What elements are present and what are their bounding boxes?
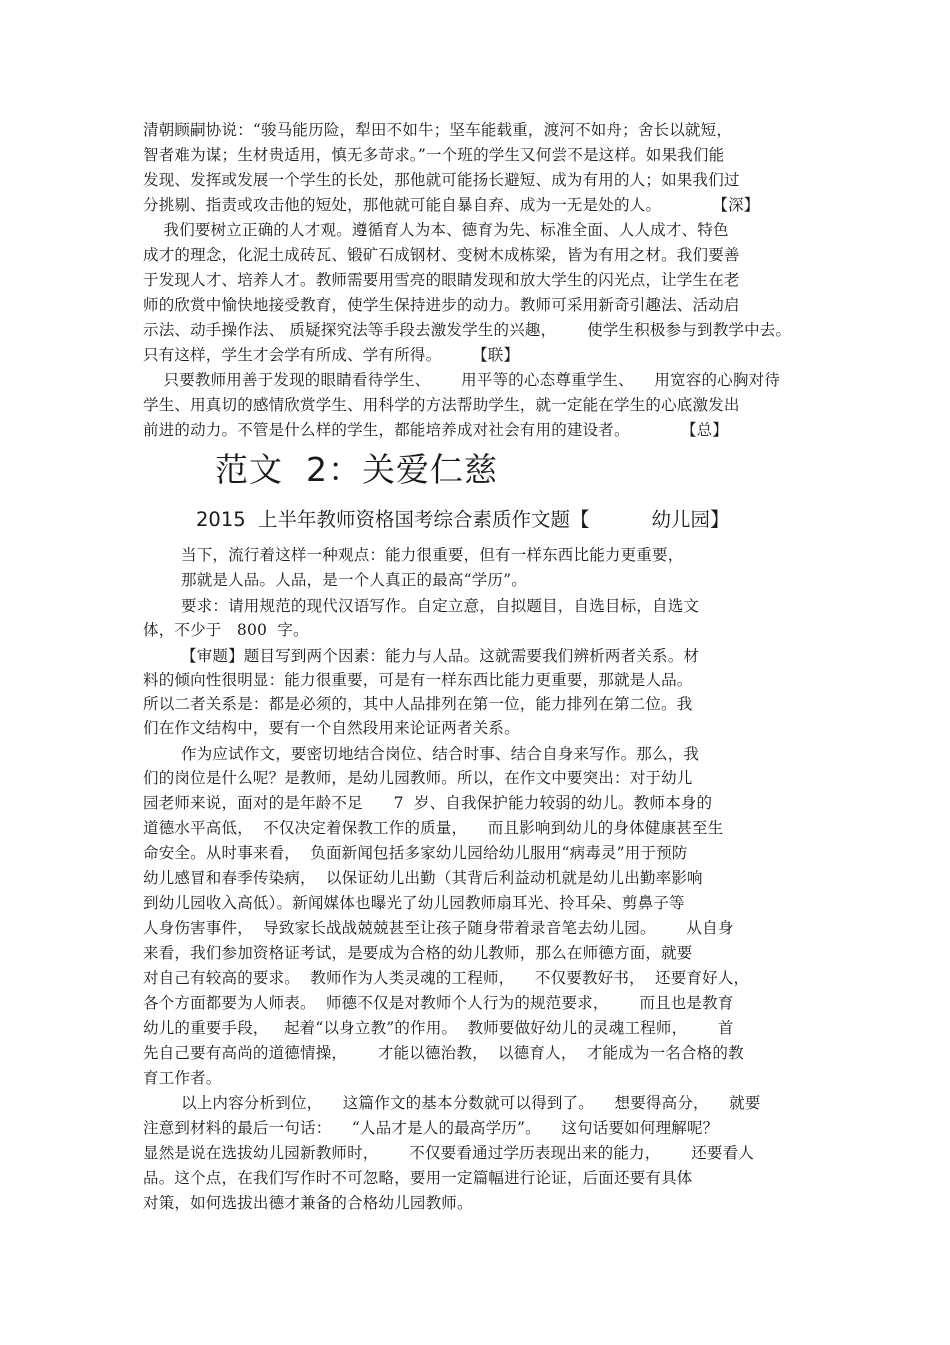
paragraph-line: 那就是人品。人品，是一个人真正的最高“学历”。: [181, 571, 527, 589]
paragraph-line: 发现、发挥或发展一个学生的长处，那他就可能扬长避短、成为有用的人；如果我们过: [143, 171, 740, 189]
paragraph-line: 们的岗位是什么呢？是教师，是幼儿园教师。所以，在作文中要突出：对于幼儿: [143, 769, 693, 787]
paragraph-line: 以上内容分析到位， 这篇作文的基本分数就可以得到了。 想要得高分， 就要: [181, 1094, 761, 1112]
paragraph-line: 命安全。从时事来看， 负面新闻包括多家幼儿园给幼儿服用“病毒灵”用于预防: [143, 844, 688, 862]
paragraph-line: 学生、用真切的感情欣赏学生、用科学的方法帮助学生，就一定能在学生的心底激发出: [143, 396, 740, 414]
paragraph-line: 智者难为谋；生材贵适用，慎无多苛求。”一个班的学生又何尝不是这样。如果我们能: [143, 146, 725, 164]
paragraph-line: 到幼儿园收入高低）。新闻媒体也曝光了幼儿园教师扇耳光、拎耳朵、剪鼻子等: [143, 894, 685, 912]
paragraph-line: 分挑剔、指责或攻击他的短处，那他就可能自暴自弃、成为一无是处的人。 【深】: [143, 196, 760, 214]
paragraph-line: 们在作文结构中，要有一个自然段用来论证两者关系。: [143, 719, 520, 737]
paragraph-line: 显然是说在选拔幼儿园新教师时， 不仅要看通过学历表现出来的能力， 还要看人: [143, 1144, 755, 1162]
paragraph-line: 品。这个点，在我们写作时不可忽略，要用一定篇幅进行论证，后面还要有具体: [143, 1169, 693, 1187]
paragraph-line: 示法、动手操作法、 质疑探究法等手段去激发学生的兴趣， 使学生积极参与到教学中去。: [143, 321, 792, 339]
paragraph-line: 只有这样，学生才会学有所成、学有所得。 【联】: [143, 346, 520, 364]
paragraph-line: 人身伤害事件， 导致家长战战兢兢甚至让孩子随身带着录音笔去幼儿园。 从自身: [143, 919, 734, 937]
paragraph-line: 幼儿感冒和春季传染病， 以保证幼儿出勤（其背后利益动机就是幼儿出勤率影响: [143, 869, 703, 887]
paragraph-line: 注意到材料的最后一句话： “人品才是人的最高学历”。 这句话要如何理解呢？: [143, 1119, 719, 1137]
paragraph-line: 道德水平高低， 不仅决定着保教工作的质量， 而且影响到幼儿的身体健康甚至生: [143, 819, 724, 837]
paragraph-line: 当下，流行着这样一种观点：能力很重要，但有一样东西比能力更重要，: [181, 546, 684, 564]
paragraph-line: 幼儿的重要手段， 起着“以身立教”的作用。 教师要做好幼儿的灵魂工程师， 首: [143, 1019, 734, 1037]
section-subtitle: 2015 上半年教师资格国考综合素质作文题【 幼儿园】: [196, 508, 730, 531]
section-title: 范文 2：关爱仁慈: [215, 450, 498, 489]
paragraph-line: 清朝顾嗣协说：“骏马能历险，犁田不如牛；坚车能载重，渡河不如舟；舍长以就短，: [143, 121, 733, 139]
paragraph-line: 师的欣赏中愉快地接受教育，使学生保持进步的动力。教师可采用新奇引趣法、活动启: [143, 296, 740, 314]
paragraph-line: 作为应试作文，要密切地结合岗位、结合时事、结合自身来写作。那么，我: [181, 745, 700, 763]
paragraph-line: 前进的动力。不管是什么样的学生，都能培养成对社会有用的建设者。 【总】: [143, 421, 729, 439]
paragraph-line: 育工作者。: [143, 1069, 222, 1087]
paragraph-line: 来看，我们参加资格证考试，是要成为合格的幼儿教师，那么在师德方面，就要: [143, 944, 693, 962]
paragraph-line: 要求：请用规范的现代汉语写作。自定立意，自拟题目，自选目标，自选文: [181, 597, 700, 615]
paragraph-line: 所以二者关系是：都是必须的，其中人品排列在第一位，能力排列在第二位。我: [143, 695, 693, 713]
paragraph-line: 我们要树立正确的人才观。遵循育人为本、德育为先、标准全面、人人成才、特色: [143, 221, 729, 239]
paragraph-line: 园老师来说，面对的是年龄不足 7 岁、自我保护能力较弱的幼儿。教师本身的: [143, 794, 713, 812]
paragraph-line: 成才的理念，化泥土成砖瓦、锻矿石成钢材、变树木成栋梁，皆为有用之材。我们要善: [143, 246, 740, 264]
paragraph-line: 各个方面都要为人师表。 师德不仅是对教师个人行为的规范要求， 而且也是教育: [143, 994, 734, 1012]
paragraph-line: 料的倾向性很明显：能力很重要，可是有一样东西比能力更重要，那就是人品。: [143, 671, 693, 689]
paragraph-line: 于发现人才、培养人才。教师需要用雪亮的眼睛发现和放大学生的闪光点，让学生在老: [143, 271, 740, 289]
paragraph-line: 对策，如何选拔出德才兼备的合格幼儿园教师。: [143, 1194, 473, 1212]
paragraph-line: 先自己要有高尚的道德情操， 才能以德治教， 以德育人， 才能成为一名合格的教: [143, 1044, 744, 1062]
paragraph-line: 体，不少于 800 字。: [143, 621, 309, 639]
paragraph-line: 对自己有较高的要求。 教师作为人类灵魂的工程师， 不仅要教好书， 还要育好人，: [143, 969, 750, 987]
paragraph-line: 只要教师用善于发现的眼睛看待学生、 用平等的心态尊重学生、 用宽容的心胸对待: [143, 371, 780, 389]
paragraph-line: 【审题】题目写到两个因素：能力与人品。这就需要我们辨析两者关系。材: [181, 647, 700, 665]
